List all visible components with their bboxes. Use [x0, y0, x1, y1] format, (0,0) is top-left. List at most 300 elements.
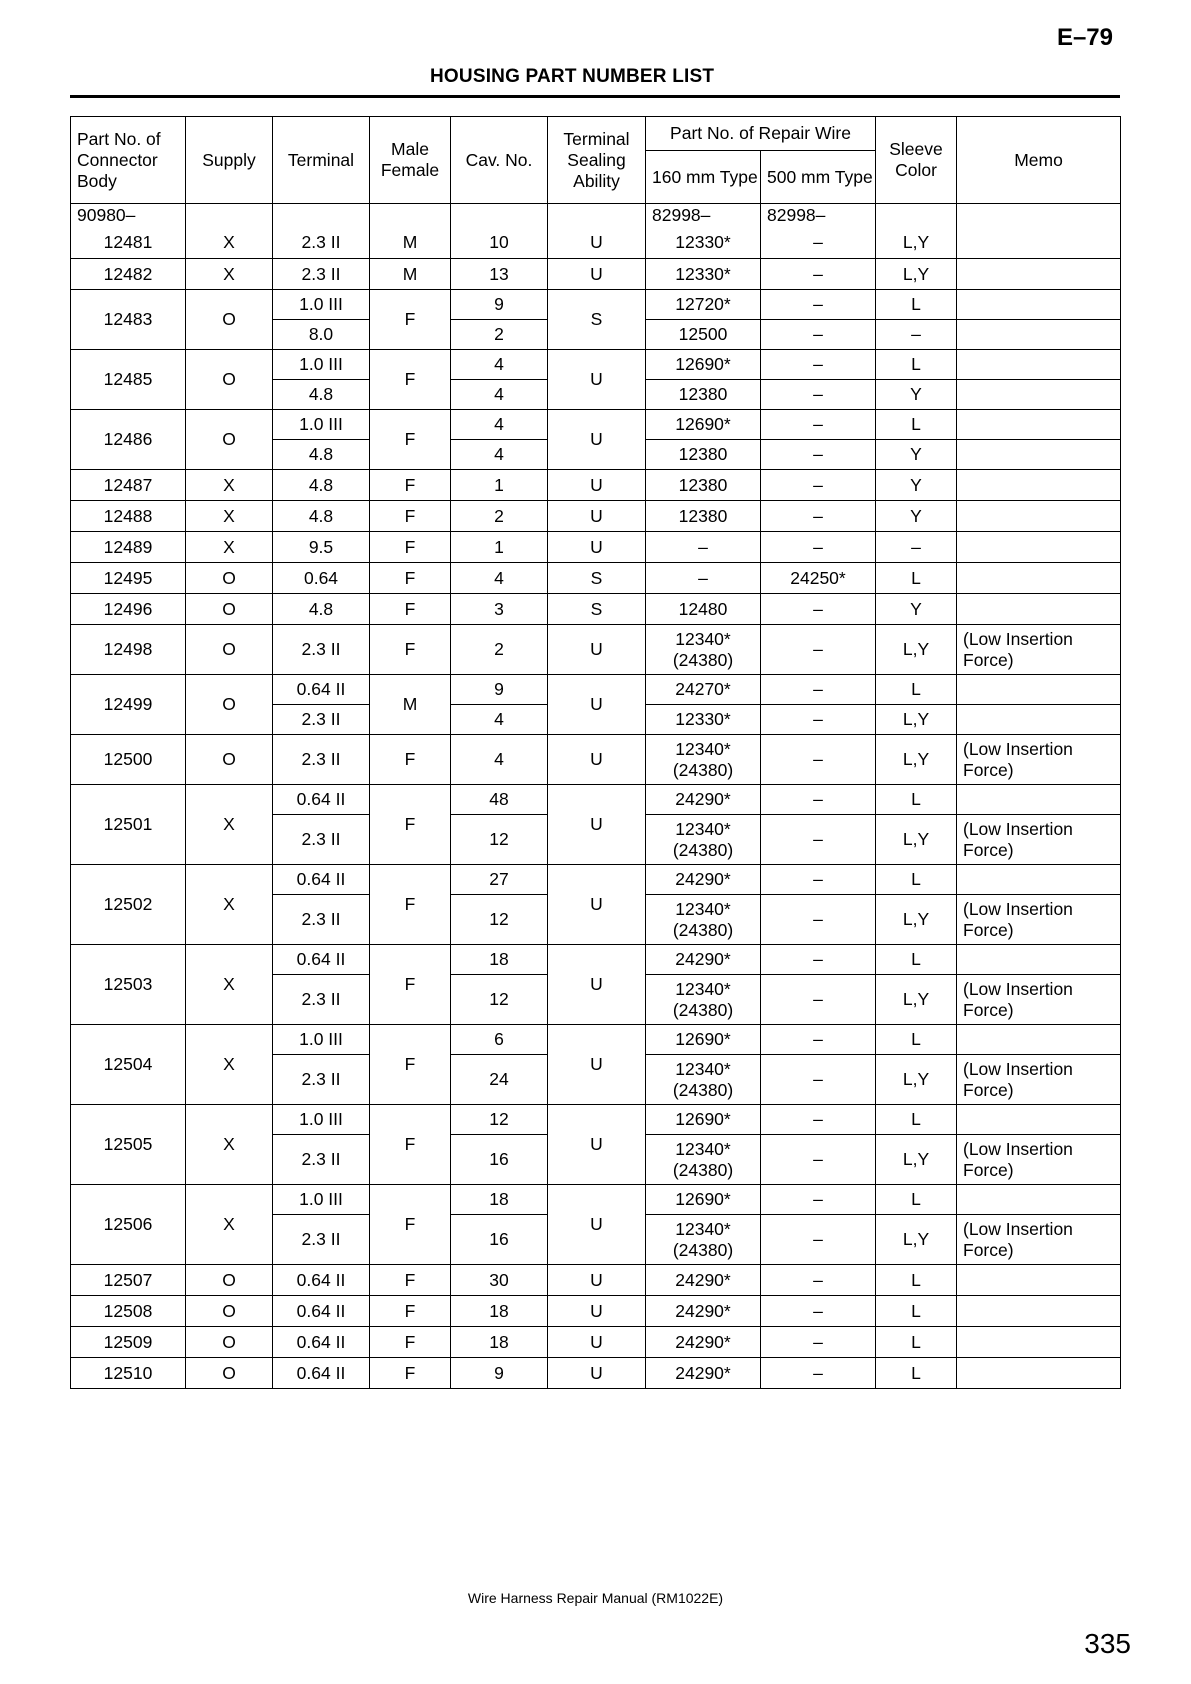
cell-sealing: S [548, 290, 646, 350]
cell-wire-160mm: 24290* [646, 945, 761, 975]
cell-memo [957, 945, 1121, 975]
cell-cav-no: 2 [451, 320, 548, 350]
cell-wire-160mm: 24290* [646, 1358, 761, 1389]
cell-wire-500mm: – [761, 975, 876, 1025]
cell-supply: O [186, 735, 273, 785]
cell-wire-160mm: 12380 [646, 470, 761, 501]
cell-cav-no: 3 [451, 594, 548, 625]
table-row [71, 563, 1121, 594]
cell-male-female: F [370, 625, 451, 675]
cell-supply: X [186, 1185, 273, 1265]
cell-sleeve-color: L [876, 1296, 957, 1327]
cell-wire-160mm-line1: 12340* [675, 978, 731, 999]
col-header-cav-no: Cav. No. [451, 117, 548, 204]
cell-terminal: 0.64 II [273, 1358, 370, 1389]
table-row [71, 1327, 1121, 1358]
cell-cav-no: 9 [451, 675, 548, 705]
cell-part-no: 12506 [71, 1185, 186, 1265]
cell-wire-160mm: 12330* [646, 705, 761, 735]
cell-terminal: 2.3 II [273, 705, 370, 735]
cell-memo [957, 1025, 1121, 1055]
cell-memo-line1: (Low Insertion [963, 1138, 1073, 1159]
cell-part-no: 12483 [71, 290, 186, 350]
col-header-male-female: Male Female [370, 117, 451, 204]
cell-wire-500mm: – [761, 594, 876, 625]
cell-sleeve-color: L [876, 1105, 957, 1135]
cell-memo-line2: Force) [963, 649, 1014, 670]
section-code: E–79 [1056, 24, 1113, 51]
cell-memo-line1: (Low Insertion [963, 738, 1073, 759]
cell-sleeve-color: L,Y [876, 259, 957, 290]
cell-male-female: F [370, 290, 451, 350]
cell-male-female: F [370, 865, 451, 945]
cell-terminal: 9.5 [273, 532, 370, 563]
cell-supply: X [186, 501, 273, 532]
cell-wire-160mm: 24290* [646, 1296, 761, 1327]
cell-cav-no: 24 [451, 1055, 548, 1105]
cell-memo [957, 1358, 1121, 1389]
table-row [71, 1358, 1121, 1389]
cell-terminal: 1.0 III [273, 1105, 370, 1135]
cell-wire-500mm: – [761, 1135, 876, 1185]
cell-supply: X [186, 1025, 273, 1105]
cell-wire-160mm: 24290* [646, 865, 761, 895]
cell-sleeve-color: L [876, 785, 957, 815]
cell-wire-160mm: – [646, 563, 761, 594]
cell-sleeve-color: L [876, 1358, 957, 1389]
cell-terminal: 8.0 [273, 320, 370, 350]
cell-memo-line1: (Low Insertion [963, 1058, 1073, 1079]
cell-wire-160mm-line1: 12340* [675, 1138, 731, 1159]
cell-wire-160mm-line2: (24380) [672, 1239, 734, 1260]
cell-cav-no: 4 [451, 735, 548, 785]
cell-male-female: M [370, 675, 451, 735]
cell-wire-500mm: – [761, 470, 876, 501]
table-row [71, 785, 1121, 815]
cell-cav-no: 6 [451, 1025, 548, 1055]
cell-supply: O [186, 594, 273, 625]
cell-terminal: 2.3 II [273, 895, 370, 945]
table-row [71, 350, 1121, 380]
cell-wire-160mm [646, 1215, 761, 1265]
cell-memo [957, 1296, 1121, 1327]
cell-supply: O [186, 350, 273, 410]
cell-terminal: 1.0 III [273, 1185, 370, 1215]
cell-part-no: 12496 [71, 594, 186, 625]
cell-cav-no: 12 [451, 975, 548, 1025]
cell-wire-500mm: – [761, 1105, 876, 1135]
cell-memo [957, 470, 1121, 501]
cell-wire-160mm [646, 975, 761, 1025]
cell-cav-no: 1 [451, 470, 548, 501]
cell-cav-no: 12 [451, 815, 548, 865]
cell-wire-160mm: 12380 [646, 440, 761, 470]
cell-male-female: F [370, 532, 451, 563]
cell-wire-160mm [646, 1055, 761, 1105]
cell-sleeve-color: L,Y [876, 1215, 957, 1265]
cell-male-female: F [370, 1296, 451, 1327]
cell-wire-160mm-line1: 12340* [675, 628, 731, 649]
prefix-row [71, 204, 1121, 228]
cell-memo-line2: Force) [963, 1079, 1014, 1100]
prefix-500mm: 82998– [761, 204, 876, 228]
cell-wire-500mm: – [761, 1327, 876, 1358]
cell-wire-160mm: 24270* [646, 675, 761, 705]
cell-terminal: 0.64 II [273, 1296, 370, 1327]
cell-terminal: 4.8 [273, 501, 370, 532]
cell-wire-160mm: 12500 [646, 320, 761, 350]
cell-wire-500mm: – [761, 350, 876, 380]
cell-wire-160mm: 12330* [646, 259, 761, 290]
cell-sealing: U [548, 1265, 646, 1296]
cell-memo-line2: Force) [963, 759, 1014, 780]
cell-terminal: 0.64 II [273, 945, 370, 975]
cell-memo [957, 1265, 1121, 1296]
cell-cav-no: 10 [451, 228, 548, 259]
cell-sealing: U [548, 350, 646, 410]
cell-part-no: 12486 [71, 410, 186, 470]
cell-wire-160mm: 12690* [646, 1025, 761, 1055]
cell-supply: X [186, 785, 273, 865]
cell-wire-160mm [646, 1135, 761, 1185]
cell-part-no: 12500 [71, 735, 186, 785]
table-row [71, 865, 1121, 895]
cell-wire-500mm: – [761, 815, 876, 865]
cell-terminal: 1.0 III [273, 290, 370, 320]
cell-male-female: F [370, 1025, 451, 1105]
cell-memo [957, 1327, 1121, 1358]
cell-sealing: U [548, 410, 646, 470]
cell-sleeve-color: L [876, 350, 957, 380]
table-row [71, 1025, 1121, 1055]
cell-supply: X [186, 470, 273, 501]
cell-male-female: F [370, 1265, 451, 1296]
cell-sleeve-color: L,Y [876, 975, 957, 1025]
cell-cav-no: 4 [451, 350, 548, 380]
cell-male-female: F [370, 501, 451, 532]
cell-male-female: F [370, 1185, 451, 1265]
cell-male-female: F [370, 785, 451, 865]
title-divider [70, 95, 1120, 98]
cell-sleeve-color: – [876, 320, 957, 350]
cell-sleeve-color: L,Y [876, 1135, 957, 1185]
cell-wire-160mm-line2: (24380) [672, 1079, 734, 1100]
cell-terminal: 2.3 II [273, 975, 370, 1025]
cell-cav-no: 1 [451, 532, 548, 563]
cell-memo [957, 705, 1121, 735]
table-row [71, 1296, 1121, 1327]
cell-male-female: M [370, 228, 451, 259]
cell-cav-no: 12 [451, 1105, 548, 1135]
cell-cav-no: 48 [451, 785, 548, 815]
cell-memo [957, 675, 1121, 705]
footer-manual-title: Wire Harness Repair Manual (RM1022E) [467, 1590, 724, 1606]
cell-wire-160mm: 24290* [646, 1327, 761, 1358]
cell-part-no: 12504 [71, 1025, 186, 1105]
cell-terminal: 0.64 II [273, 785, 370, 815]
cell-supply: O [186, 410, 273, 470]
cell-male-female: F [370, 945, 451, 1025]
cell-supply: X [186, 259, 273, 290]
cell-sleeve-color: Y [876, 440, 957, 470]
cell-terminal: 4.8 [273, 470, 370, 501]
cell-wire-500mm: – [761, 501, 876, 532]
cell-male-female: M [370, 259, 451, 290]
cell-memo [957, 320, 1121, 350]
cell-sealing: S [548, 563, 646, 594]
cell-sealing: U [548, 1296, 646, 1327]
page-title: HOUSING PART NUMBER LIST [430, 66, 715, 87]
cell-cav-no: 13 [451, 259, 548, 290]
cell-wire-500mm: – [761, 625, 876, 675]
cell-memo [957, 501, 1121, 532]
cell-cav-no: 18 [451, 1327, 548, 1358]
cell-wire-160mm-line2: (24380) [672, 919, 734, 940]
cell-wire-500mm: – [761, 785, 876, 815]
cell-memo [957, 259, 1121, 290]
cell-memo [957, 594, 1121, 625]
cell-cav-no: 18 [451, 945, 548, 975]
cell-wire-160mm: 12690* [646, 410, 761, 440]
cell-wire-160mm: 12690* [646, 1185, 761, 1215]
cell-sleeve-color: L,Y [876, 815, 957, 865]
cell-cav-no: 4 [451, 563, 548, 594]
cell-memo-line1: (Low Insertion [963, 898, 1073, 919]
cell-male-female: F [370, 594, 451, 625]
cell-sleeve-color: L [876, 1025, 957, 1055]
cell-wire-500mm: – [761, 410, 876, 440]
cell-sealing: U [548, 735, 646, 785]
col-header-supply: Supply [186, 117, 273, 204]
cell-memo [957, 440, 1121, 470]
cell-sleeve-color: L [876, 1265, 957, 1296]
cell-cav-no: 4 [451, 705, 548, 735]
col-header-sealing: Terminal Sealing Ability [548, 117, 646, 204]
cell-wire-160mm: 12480 [646, 594, 761, 625]
cell-male-female: F [370, 735, 451, 785]
cell-wire-160mm: – [646, 532, 761, 563]
cell-wire-160mm-line2: (24380) [672, 1159, 734, 1180]
cell-supply: X [186, 865, 273, 945]
cell-part-no: 12505 [71, 1105, 186, 1185]
cell-wire-160mm: 12330* [646, 228, 761, 259]
cell-sealing: U [548, 785, 646, 865]
cell-memo-line1: (Low Insertion [963, 978, 1073, 999]
cell-terminal: 2.3 II [273, 1215, 370, 1265]
cell-wire-500mm: – [761, 1296, 876, 1327]
cell-terminal: 2.3 II [273, 815, 370, 865]
cell-sealing: U [548, 470, 646, 501]
cell-cav-no: 4 [451, 440, 548, 470]
cell-part-no: 12510 [71, 1358, 186, 1389]
cell-terminal: 2.3 II [273, 259, 370, 290]
cell-part-no: 12495 [71, 563, 186, 594]
cell-wire-500mm: – [761, 1055, 876, 1105]
cell-sealing: U [548, 865, 646, 945]
cell-wire-500mm: – [761, 945, 876, 975]
cell-sleeve-color: Y [876, 594, 957, 625]
cell-male-female: F [370, 410, 451, 470]
cell-sealing: U [548, 1327, 646, 1358]
cell-memo-line2: Force) [963, 999, 1014, 1020]
cell-memo [957, 1105, 1121, 1135]
cell-supply: O [186, 1265, 273, 1296]
cell-cav-no: 2 [451, 501, 548, 532]
cell-wire-160mm-line2: (24380) [672, 839, 734, 860]
cell-sleeve-color: L [876, 675, 957, 705]
cell-part-no: 12501 [71, 785, 186, 865]
cell-wire-160mm [646, 815, 761, 865]
cell-memo-line2: Force) [963, 919, 1014, 940]
part-prefix: 90980– [71, 204, 186, 228]
cell-wire-500mm: – [761, 380, 876, 410]
table-row [71, 501, 1121, 532]
cell-memo [957, 895, 1121, 945]
cell-sealing: U [548, 1358, 646, 1389]
cell-cav-no: 27 [451, 865, 548, 895]
cell-memo-line2: Force) [963, 839, 1014, 860]
cell-memo [957, 228, 1121, 259]
cell-cav-no: 18 [451, 1185, 548, 1215]
cell-wire-160mm: 12690* [646, 350, 761, 380]
cell-memo [957, 1185, 1121, 1215]
cell-wire-160mm: 24290* [646, 785, 761, 815]
cell-sleeve-color: L [876, 945, 957, 975]
cell-terminal: 0.64 [273, 563, 370, 594]
cell-wire-500mm: – [761, 735, 876, 785]
cell-memo-line2: Force) [963, 1159, 1014, 1180]
cell-wire-160mm-line1: 12340* [675, 1218, 731, 1239]
col-header-500mm: 500 mm Type [761, 151, 876, 204]
cell-wire-160mm: 12380 [646, 380, 761, 410]
cell-part-no: 12499 [71, 675, 186, 735]
table-row [71, 675, 1121, 705]
cell-wire-500mm: – [761, 1265, 876, 1296]
table-row [71, 945, 1121, 975]
table-row [71, 259, 1121, 290]
cell-cav-no: 30 [451, 1265, 548, 1296]
cell-terminal: 2.3 II [273, 1055, 370, 1105]
page-number: 335 [1084, 1628, 1131, 1659]
cell-cav-no: 9 [451, 290, 548, 320]
cell-part-no: 12482 [71, 259, 186, 290]
cell-cav-no: 2 [451, 625, 548, 675]
cell-part-no: 12487 [71, 470, 186, 501]
cell-wire-160mm: 12690* [646, 1105, 761, 1135]
cell-wire-160mm [646, 625, 761, 675]
cell-terminal: 2.3 II [273, 625, 370, 675]
cell-terminal: 0.64 II [273, 1265, 370, 1296]
cell-supply: O [186, 1296, 273, 1327]
cell-part-no: 12508 [71, 1296, 186, 1327]
col-header-repair-wire: Part No. of Repair Wire [646, 117, 876, 151]
col-header-sleeve: Sleeve Color [876, 117, 957, 204]
cell-part-no: 12498 [71, 625, 186, 675]
cell-sealing: U [548, 1185, 646, 1265]
cell-terminal: 4.8 [273, 594, 370, 625]
cell-male-female: F [370, 1358, 451, 1389]
cell-sleeve-color: Y [876, 380, 957, 410]
cell-wire-160mm [646, 895, 761, 945]
cell-wire-500mm: – [761, 259, 876, 290]
cell-memo [957, 380, 1121, 410]
cell-wire-160mm [646, 735, 761, 785]
cell-memo [957, 815, 1121, 865]
cell-part-no: 12488 [71, 501, 186, 532]
cell-memo [957, 735, 1121, 785]
cell-part-no: 12509 [71, 1327, 186, 1358]
cell-memo-line1: (Low Insertion [963, 628, 1073, 649]
cell-supply: X [186, 228, 273, 259]
cell-cav-no: 4 [451, 410, 548, 440]
cell-cav-no: 16 [451, 1135, 548, 1185]
cell-terminal: 2.3 II [273, 228, 370, 259]
cell-wire-500mm: – [761, 440, 876, 470]
cell-memo [957, 350, 1121, 380]
cell-sealing: U [548, 1025, 646, 1105]
table-row [71, 625, 1121, 675]
col-header-memo: Memo [957, 117, 1121, 204]
cell-sealing: U [548, 945, 646, 1025]
cell-memo [957, 975, 1121, 1025]
cell-male-female: F [370, 350, 451, 410]
cell-cav-no: 9 [451, 1358, 548, 1389]
cell-sealing: U [548, 1105, 646, 1185]
cell-terminal: 2.3 II [273, 735, 370, 785]
cell-supply: O [186, 675, 273, 735]
cell-sealing: U [548, 532, 646, 563]
cell-sealing: U [548, 501, 646, 532]
cell-wire-160mm: 24290* [646, 1265, 761, 1296]
cell-terminal: 2.3 II [273, 1135, 370, 1185]
cell-memo-line1: (Low Insertion [963, 1218, 1073, 1239]
cell-supply: X [186, 1105, 273, 1185]
cell-wire-500mm: – [761, 228, 876, 259]
cell-sleeve-color: L,Y [876, 735, 957, 785]
cell-terminal: 0.64 II [273, 675, 370, 705]
cell-part-no: 12502 [71, 865, 186, 945]
col-header-terminal: Terminal [273, 117, 370, 204]
cell-part-no: 12507 [71, 1265, 186, 1296]
cell-wire-160mm-line2: (24380) [672, 999, 734, 1020]
table-row [71, 228, 1121, 259]
cell-wire-500mm: – [761, 1185, 876, 1215]
cell-memo [957, 290, 1121, 320]
cell-memo-line2: Force) [963, 1239, 1014, 1260]
cell-memo-line1: (Low Insertion [963, 818, 1073, 839]
cell-memo [957, 532, 1121, 563]
cell-terminal: 1.0 III [273, 410, 370, 440]
cell-cav-no: 12 [451, 895, 548, 945]
cell-sleeve-color: L,Y [876, 625, 957, 675]
cell-sleeve-color: Y [876, 470, 957, 501]
cell-wire-500mm: – [761, 675, 876, 705]
table-row [71, 532, 1121, 563]
cell-supply: X [186, 532, 273, 563]
table-row [71, 410, 1121, 440]
cell-sealing: U [548, 228, 646, 259]
cell-supply: O [186, 563, 273, 594]
cell-part-no: 12489 [71, 532, 186, 563]
col-header-160mm: 160 mm Type [646, 151, 761, 204]
cell-wire-500mm: – [761, 705, 876, 735]
cell-part-no: 12481 [71, 228, 186, 259]
cell-memo [957, 865, 1121, 895]
cell-sleeve-color: L,Y [876, 228, 957, 259]
cell-wire-160mm: 12380 [646, 501, 761, 532]
cell-wire-500mm: – [761, 1215, 876, 1265]
cell-wire-500mm: – [761, 1358, 876, 1389]
